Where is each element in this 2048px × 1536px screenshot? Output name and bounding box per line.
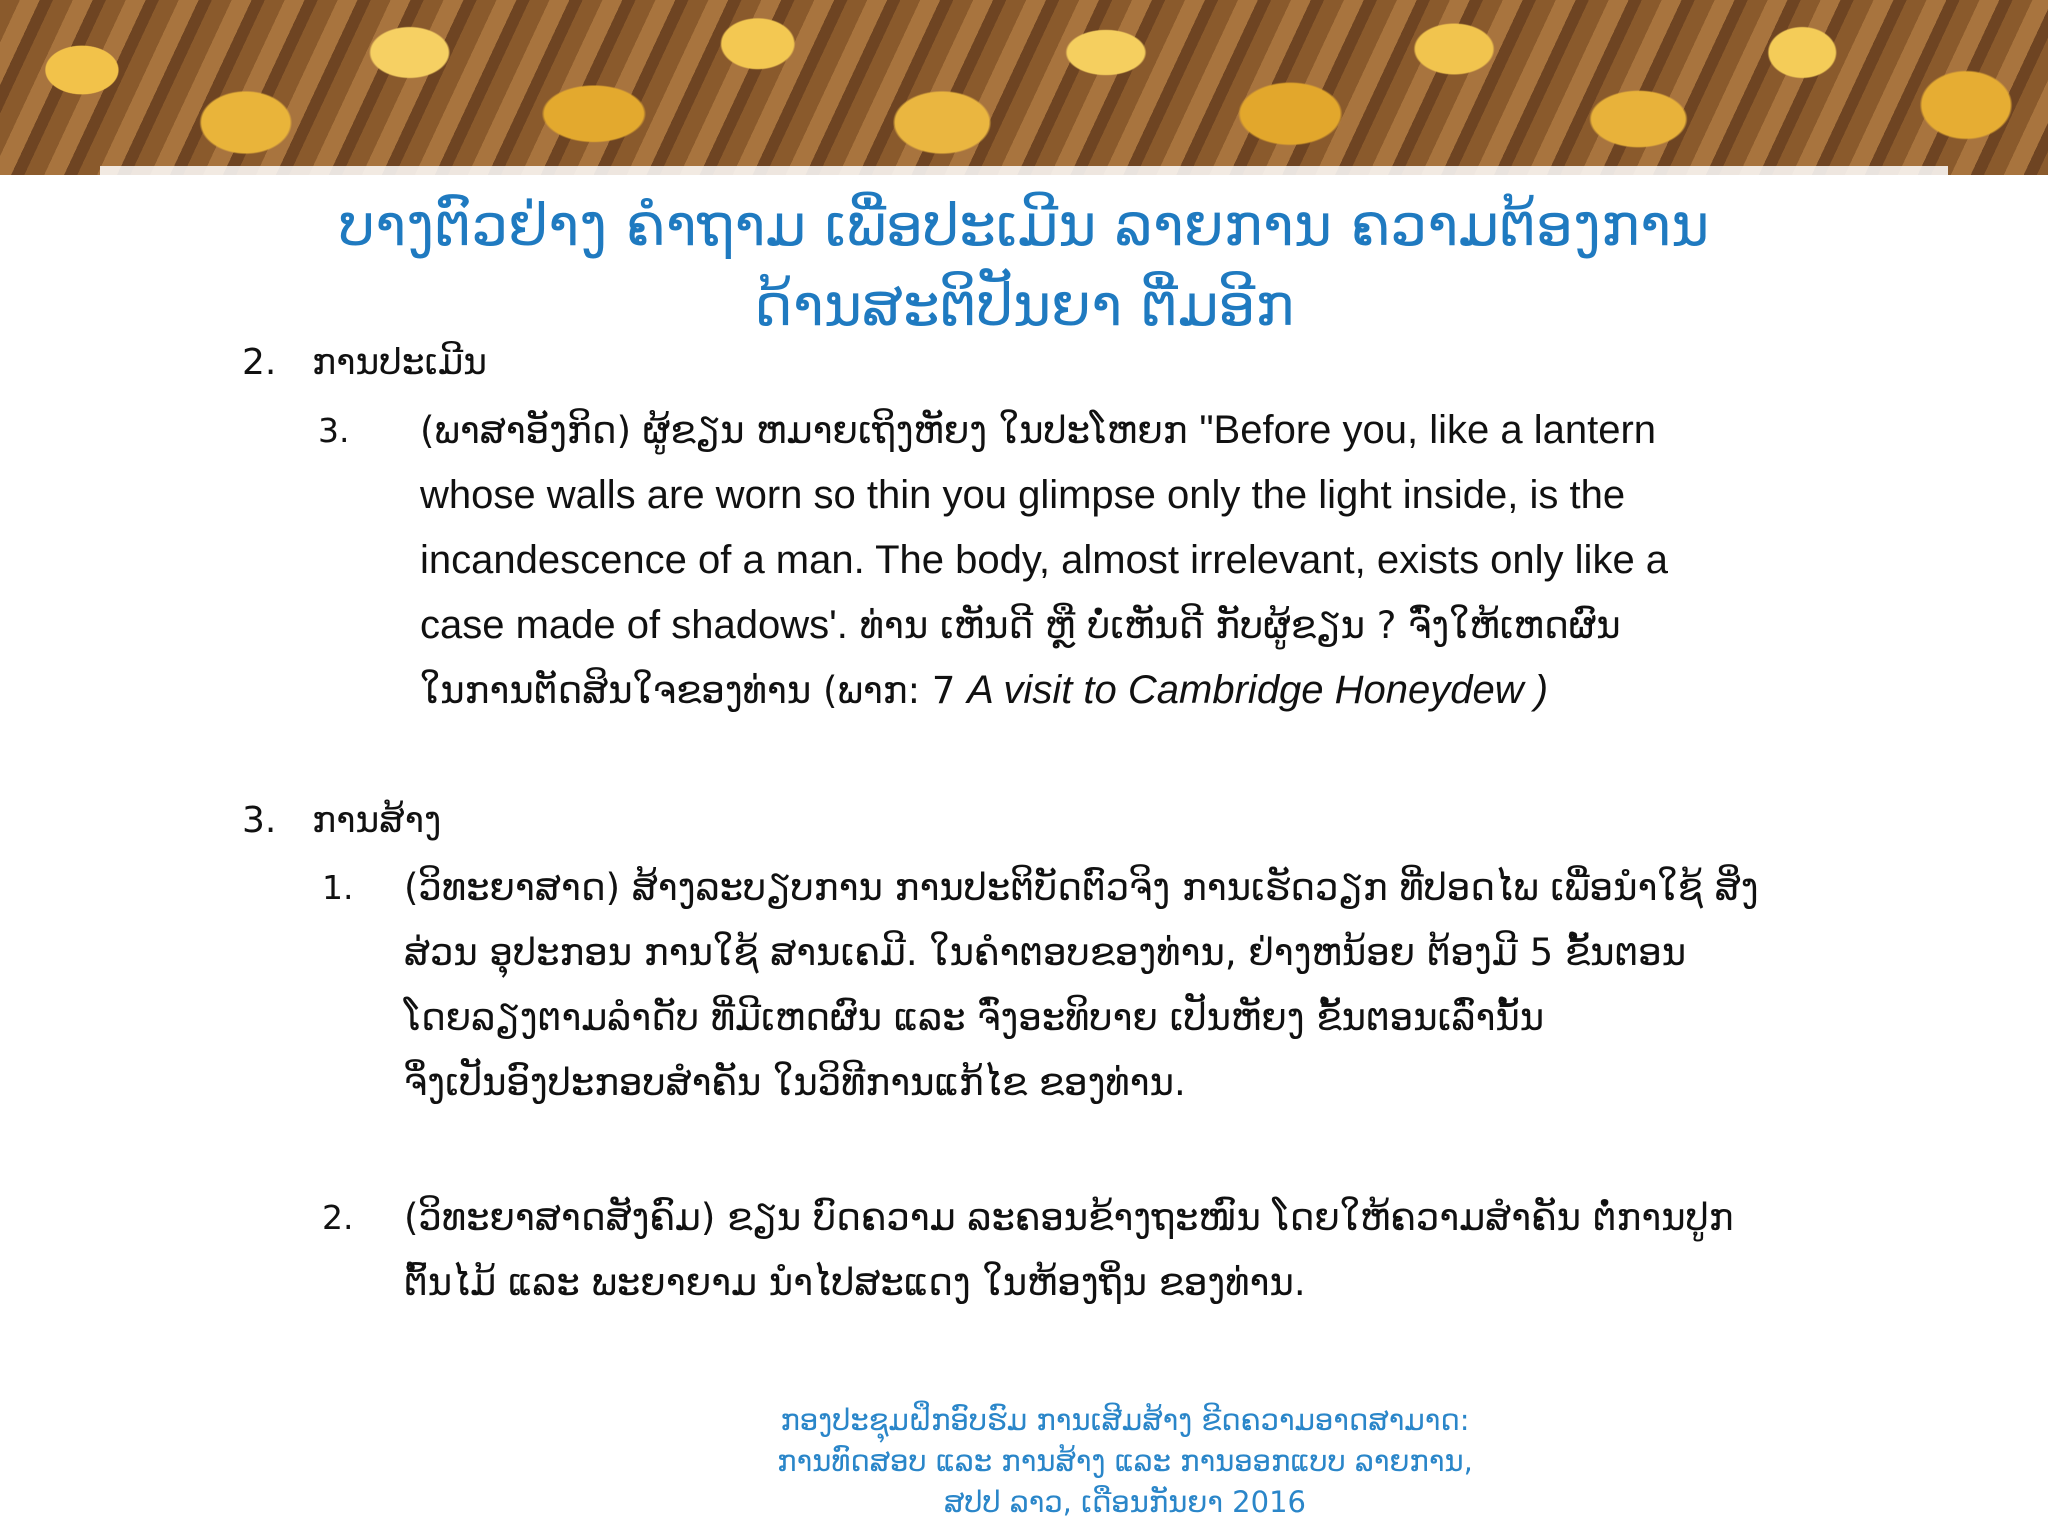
section-heading-evaluation [242,342,487,383]
lao-text: (ພາສາອັງກິດ) ຜູ້ຂຽນ ຫມາຍເຖິງຫັຍງ ໃນປະໂຫຍກ [420,409,1200,452]
item-line: ຈຶ່ງເປັນອົງປະກອບສຳຄັນ ໃນວິທີການແກ້ໄຂ ຂອງທ່ານ. [404,1061,1186,1104]
item-line: ສ່ວນ ອຸປະກອນ ການໃຊ້ ສານເຄມີ. ໃນຄຳຕອບຂອງທ່ານ, ຢ່າງຫນ້ອຍ ຕ້ອງມີ 5 ຂັ້ນຕອນ [404,931,1687,974]
english-quote: case made of shadows'. [420,603,848,647]
english-quote: incandescence of a man. The body, almost irrelevant, exists only like a [420,538,1669,582]
item-line [420,463,1668,528]
english-quote: "Before you, like a lantern [1199,408,1657,452]
title-line-2: ດ້ານສະຕິປັນຍາ ຕື່ມອີກ [753,271,1295,339]
section-heading-creation [242,800,441,841]
banner-divider [100,166,1948,180]
item-line: ຕົ້ນໄມ້ ແລະ ພະຍາຍາມ ນຳໄປສະແດງ ໃນຫ້ອງຖິ່ນ ຂອງທ່ານ. [404,1261,1306,1304]
section-number: 3. [242,800,277,841]
section-title: ການສ້າງ [312,800,442,841]
footer-line-2: ການທົດສອບ ແລະ ການສ້າງ ແລະ ການອອກແບບ ລາຍການ, [777,1444,1473,1478]
footer-caption [600,1400,1650,1523]
item-number: 3. [318,411,350,450]
item-line: (ວິທະຍາສາດ) ສ້າງລະບຽບການ ການປະຕິບັດຕົວຈິງ ການເຮັດວຽກ ທີ່ປອດໄພ ເພື່ອນຳໃຊ້ ສິ່ງ [404,866,1759,909]
item-number: 2. [322,1198,354,1237]
english-quote: whose walls are worn so thin you glimpse only the light inside, is the [420,473,1626,517]
footer-line-3: ສປປ ລາວ, ເດືອນກັນຍາ 2016 [944,1485,1306,1519]
section-title: ການປະເມີນ [312,342,487,383]
item-line: ໂດຍລຽງຕາມລຳດັບ ທີ່ມີເຫດຜົນ ແລະ ຈົ່ງອະທິບາຍ ເປັນຫັຍງ ຂັ້ນຕອນເລົ່ານັ້ນ [404,996,1545,1039]
item-line [420,658,1668,723]
question-item [322,855,1882,1125]
decorative-banner [0,0,2048,175]
slide-title [150,185,1898,345]
lao-text: ທ່ານ ເຫັນດີ ຫຼື ບໍ່ເຫັນດີ ກັບຜູ້ຂຽນ ? ຈົ່ງໃຫ້ເຫດຜົນ [847,604,1621,647]
question-item [322,1185,1882,1325]
item-line: (ວິທະຍາສາດສັງຄົມ) ຂຽນ ບົດຄວາມ ລະຄອນຂ້າງຖະໜົນ ໂດຍໃຫ້ຄວາມສຳຄັນ ຕໍ່ການປູກ [404,1196,1734,1239]
lao-text: ໃນການຕັດສິນໃຈຂອງທ່ານ (ພາກ: 7 [420,669,968,712]
footer-line-1: ກອງປະຊຸມຝຶກອົບຮົມ ການເສີມສ້າງ ຂີດຄວາມອາດສາມາດ: [780,1403,1470,1437]
title-line-1: ບາງຕົວຢ່າງ ຄຳຖາມ ເພື່ອປະເມີນ ລາຍການ ຄວາມຕ້ອງການ [338,191,1710,259]
source-reference: A visit to Cambridge Honeydew ) [967,668,1549,712]
item-line [420,528,1668,593]
item-line [420,398,1668,463]
section-number: 2. [242,342,277,383]
item-line [420,593,1668,658]
item-number: 1. [322,868,354,907]
question-item [318,398,1878,728]
